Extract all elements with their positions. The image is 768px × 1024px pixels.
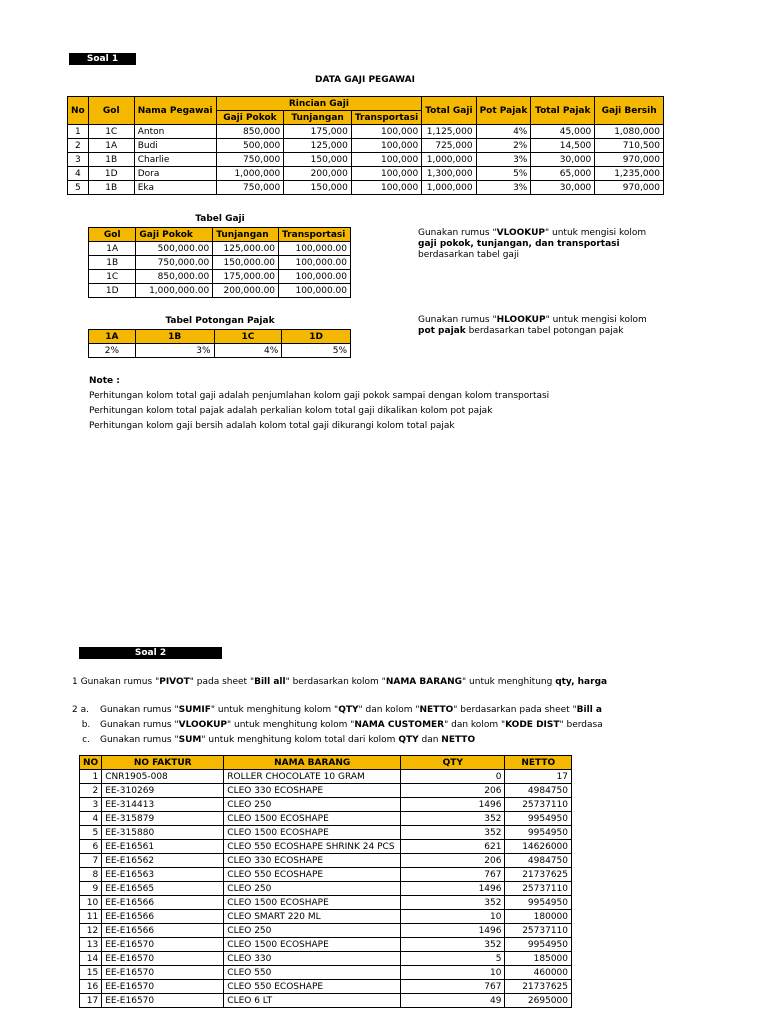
- table-cell: EE-E16566: [102, 910, 224, 924]
- table-cell: 750,000: [216, 181, 284, 195]
- table-cell: 12: [80, 924, 102, 938]
- table-row: [80, 798, 572, 812]
- table-cell: CLEO 1500 ECOSHAPE: [224, 938, 401, 952]
- table-cell: 1,000,000: [422, 153, 476, 167]
- table-cell: 25737110: [505, 882, 572, 896]
- table-cell: 100,000.00: [279, 270, 351, 284]
- table-cell: 710,500: [595, 139, 664, 153]
- table-cell: CLEO 250: [224, 882, 401, 896]
- table-cell: 6: [80, 840, 102, 854]
- table-row: [80, 924, 572, 938]
- table-cell: 352: [401, 896, 505, 910]
- table-cell: CLEO 1500 ECOSHAPE: [224, 826, 401, 840]
- table-cell: CLEO 6 LT: [224, 994, 401, 1008]
- table-cell: 49: [401, 994, 505, 1008]
- table-cell: 1496: [401, 882, 505, 896]
- table-cell: 200,000.00: [213, 284, 279, 298]
- table-cell: 1C: [89, 270, 136, 284]
- table-cell: 17: [505, 770, 572, 784]
- table-cell: 750,000: [216, 153, 284, 167]
- table-cell: 4984750: [505, 784, 572, 798]
- table-cell: 200,000: [284, 167, 352, 181]
- table-cell: 14,500: [531, 139, 595, 153]
- tabel-gaji: [88, 227, 351, 298]
- table-cell: 10: [80, 896, 102, 910]
- table-cell: 352: [401, 826, 505, 840]
- table-cell: CLEO SMART 220 ML: [224, 910, 401, 924]
- table-cell: 5: [80, 826, 102, 840]
- header-tunjangan: Tunjangan: [284, 111, 352, 125]
- header-total-pajak: Total Pajak: [531, 97, 595, 125]
- table-cell: EE-E16570: [102, 966, 224, 980]
- table-cell: 4%: [476, 125, 531, 139]
- instr-2b: b. Gunakan rumus "VLOOKUP" untuk menghitung kolom "NAMA CUSTOMER" dan kolom "KODE DIST" berdasa: [81, 720, 603, 730]
- table-cell: 352: [401, 938, 505, 952]
- table-row: [89, 242, 351, 256]
- table-cell: 750,000.00: [136, 256, 213, 270]
- instr-2a: 2 a. Gunakan rumus "SUMIF" untuk menghitung kolom "QTY" dan kolom "NETTO" berdasarkan pada sheet "Bill a: [72, 705, 602, 715]
- table-cell: 15: [80, 966, 102, 980]
- table-cell: 1A: [88, 139, 134, 153]
- table-cell: CLEO 550 ECOSHAPE SHRINK 24 PCS: [224, 840, 401, 854]
- table-row: [89, 270, 351, 284]
- table-cell: 850,000: [216, 125, 284, 139]
- table-cell: EE-E16566: [102, 924, 224, 938]
- table-row: [68, 181, 664, 195]
- table-row: [80, 952, 572, 966]
- table-cell: Dora: [134, 167, 216, 181]
- table-cell: 14: [80, 952, 102, 966]
- table-cell: 9954950: [505, 812, 572, 826]
- table-cell: CLEO 330 ECOSHAPE: [224, 784, 401, 798]
- table-cell: 100,000: [351, 139, 421, 153]
- table-cell: CLEO 250: [224, 924, 401, 938]
- table-cell: 13: [80, 938, 102, 952]
- table-row: [68, 125, 664, 139]
- table-cell: 1: [80, 770, 102, 784]
- table-cell: EE-310269: [102, 784, 224, 798]
- table-cell: 970,000: [595, 153, 664, 167]
- table-cell: 1D: [89, 284, 136, 298]
- table-cell: 185000: [505, 952, 572, 966]
- tabel-gaji-header: Gol: [89, 228, 136, 242]
- table-cell: 1B: [88, 181, 134, 195]
- table-cell: 3%: [476, 153, 531, 167]
- table-row: [68, 153, 664, 167]
- table-cell: 21737625: [505, 980, 572, 994]
- table-cell: 621: [401, 840, 505, 854]
- table-cell: 4: [80, 812, 102, 826]
- table-cell: 2: [80, 784, 102, 798]
- table-row: [80, 812, 572, 826]
- soal2-label: Soal 2: [79, 647, 222, 659]
- table-row: [80, 896, 572, 910]
- table-row: [80, 994, 572, 1008]
- table-cell: 175,000: [284, 125, 352, 139]
- tabel-pajak-header: 1C: [214, 330, 282, 344]
- table-cell: EE-315880: [102, 826, 224, 840]
- table-cell: CLEO 550: [224, 966, 401, 980]
- table-row: [80, 770, 572, 784]
- table-cell: 150,000: [284, 181, 352, 195]
- table-row: [89, 256, 351, 270]
- table-cell: Anton: [134, 125, 216, 139]
- header-rincian: Rincian Gaji: [216, 97, 422, 111]
- tabel-gaji-header: Gaji Pokok: [136, 228, 213, 242]
- table-cell: 5%: [282, 344, 351, 358]
- faktur-table: [79, 755, 572, 1008]
- table-cell: CNR1905-008: [102, 770, 224, 784]
- table-cell: 500,000: [216, 139, 284, 153]
- header-total-gaji: Total Gaji: [422, 97, 476, 125]
- note-3: Perhitungan kolom gaji bersih adalah kolom total gaji dikurangi kolom total pajak: [89, 421, 455, 431]
- tabel-pajak-header: 1B: [135, 330, 214, 344]
- instr-hlookup: Gunakan rumus "HLOOKUP" untuk mengisi kolom pot pajak berdasarkan tabel potongan pajak: [418, 315, 647, 336]
- faktur-header: NO: [80, 756, 102, 770]
- table-cell: 1D: [88, 167, 134, 181]
- table-row: [89, 284, 351, 298]
- table-cell: 2695000: [505, 994, 572, 1008]
- tabel-gaji-header: Transportasi: [279, 228, 351, 242]
- table-cell: 3: [80, 798, 102, 812]
- table-cell: 100,000.00: [279, 242, 351, 256]
- table-cell: 9954950: [505, 938, 572, 952]
- note-title: Note :: [89, 376, 120, 386]
- table-cell: 1,000,000.00: [136, 284, 213, 298]
- table-cell: Budi: [134, 139, 216, 153]
- table-cell: 100,000: [351, 181, 421, 195]
- table-cell: 16: [80, 980, 102, 994]
- table-cell: 206: [401, 784, 505, 798]
- table-cell: 1,235,000: [595, 167, 664, 181]
- table-cell: 500,000.00: [136, 242, 213, 256]
- table-cell: 100,000: [351, 167, 421, 181]
- table-cell: CLEO 330: [224, 952, 401, 966]
- table-cell: 25737110: [505, 798, 572, 812]
- table-cell: 30,000: [531, 181, 595, 195]
- table-cell: EE-E16561: [102, 840, 224, 854]
- table-row: [80, 854, 572, 868]
- table-cell: 9: [80, 882, 102, 896]
- table-cell: 21737625: [505, 868, 572, 882]
- table-cell: 1,000,000: [422, 181, 476, 195]
- tabel-potongan-pajak: [88, 329, 351, 358]
- tabel-pajak-header: 1A: [89, 330, 136, 344]
- table-cell: 5%: [476, 167, 531, 181]
- table-cell: 767: [401, 868, 505, 882]
- table-cell: 45,000: [531, 125, 595, 139]
- table-cell: 206: [401, 854, 505, 868]
- table-row: [80, 882, 572, 896]
- faktur-header: QTY: [401, 756, 505, 770]
- table-cell: EE-E16570: [102, 952, 224, 966]
- table-cell: 100,000.00: [279, 284, 351, 298]
- table-cell: 850,000.00: [136, 270, 213, 284]
- table-cell: 1B: [89, 256, 136, 270]
- table-cell: 1,300,000: [422, 167, 476, 181]
- table-cell: CLEO 250: [224, 798, 401, 812]
- table-cell: 175,000.00: [213, 270, 279, 284]
- table-cell: 25737110: [505, 924, 572, 938]
- table-cell: CLEO 550 ECOSHAPE: [224, 868, 401, 882]
- tabel-pajak-title: Tabel Potongan Pajak: [165, 316, 275, 326]
- table-cell: 125,000.00: [213, 242, 279, 256]
- note-1: Perhitungan kolom total gaji adalah penjumlahan kolom gaji pokok sampai dengan kolom transportasi: [89, 391, 550, 401]
- table-cell: EE-314413: [102, 798, 224, 812]
- faktur-header: NO FAKTUR: [102, 756, 224, 770]
- table-cell: 65,000: [531, 167, 595, 181]
- table-cell: 10: [401, 910, 505, 924]
- table-cell: 125,000: [284, 139, 352, 153]
- table-row: [68, 139, 664, 153]
- table-cell: CLEO 1500 ECOSHAPE: [224, 812, 401, 826]
- table-cell: EE-E16565: [102, 882, 224, 896]
- table-row: [80, 840, 572, 854]
- tabel-gaji-title: Tabel Gaji: [195, 214, 245, 224]
- table-row: [80, 826, 572, 840]
- table-cell: 1496: [401, 924, 505, 938]
- table-cell: EE-E16563: [102, 868, 224, 882]
- table-cell: EE-E16570: [102, 994, 224, 1008]
- table-cell: 3%: [476, 181, 531, 195]
- note-2: Perhitungan kolom total pajak adalah perkalian kolom total gaji dikalikan kolom pot pajak: [89, 406, 493, 416]
- table-cell: 17: [80, 994, 102, 1008]
- table-cell: 100,000.00: [279, 256, 351, 270]
- table-cell: EE-E16570: [102, 980, 224, 994]
- table-row: [80, 966, 572, 980]
- instr-1: 1 Gunakan rumus "PIVOT" pada sheet "Bill all" berdasarkan kolom "NAMA BARANG" untuk menghitung qty, harga: [72, 677, 608, 687]
- table-row: [80, 910, 572, 924]
- tabel-gaji-header: Tunjangan: [213, 228, 279, 242]
- table-cell: EE-315879: [102, 812, 224, 826]
- table-cell: 5: [68, 181, 89, 195]
- header-gaji-bersih: Gaji Bersih: [595, 97, 664, 125]
- table-cell: 2: [68, 139, 89, 153]
- table-cell: 1C: [88, 125, 134, 139]
- table-row: [80, 980, 572, 994]
- header-pot-pajak: Pot Pajak: [476, 97, 531, 125]
- soal1-title: DATA GAJI PEGAWAI: [315, 75, 415, 85]
- table-cell: 9954950: [505, 896, 572, 910]
- table-cell: 1496: [401, 798, 505, 812]
- faktur-header: NAMA BARANG: [224, 756, 401, 770]
- table-cell: 100,000: [351, 153, 421, 167]
- table-cell: 2%: [476, 139, 531, 153]
- table-cell: 4%: [214, 344, 282, 358]
- table-cell: 767: [401, 980, 505, 994]
- table-cell: 1B: [88, 153, 134, 167]
- table-cell: 352: [401, 812, 505, 826]
- table-cell: 14626000: [505, 840, 572, 854]
- table-cell: CLEO 1500 ECOSHAPE: [224, 896, 401, 910]
- header-gaji-pokok: Gaji Pokok: [216, 111, 284, 125]
- header-transportasi: Transportasi: [351, 111, 421, 125]
- table-row: [80, 938, 572, 952]
- table-cell: CLEO 550 ECOSHAPE: [224, 980, 401, 994]
- table-cell: 150,000: [284, 153, 352, 167]
- table-cell: 7: [80, 854, 102, 868]
- header-nama: Nama Pegawai: [134, 97, 216, 125]
- header-gol: Gol: [88, 97, 134, 125]
- table-cell: 30,000: [531, 153, 595, 167]
- soal1-label: Soal 1: [69, 53, 136, 65]
- table-cell: 4984750: [505, 854, 572, 868]
- table-cell: 8: [80, 868, 102, 882]
- instr-2c: c. Gunakan rumus "SUM" untuk menghitung kolom total dari kolom QTY dan NETTO: [82, 735, 476, 745]
- table-cell: CLEO 330 ECOSHAPE: [224, 854, 401, 868]
- table-row: [89, 344, 351, 358]
- table-cell: EE-E16562: [102, 854, 224, 868]
- table-cell: 2%: [89, 344, 136, 358]
- table-row: [80, 784, 572, 798]
- instr-vlookup: Gunakan rumus "VLOOKUP" untuk mengisi kolom gaji pokok, tunjangan, dan transportasi berdasarkan tabel gaji: [418, 228, 647, 260]
- table-cell: 4: [68, 167, 89, 181]
- table-cell: EE-E16566: [102, 896, 224, 910]
- table-cell: ROLLER CHOCOLATE 10 GRAM: [224, 770, 401, 784]
- table-row: [68, 167, 664, 181]
- table-row: [80, 868, 572, 882]
- table-cell: 100,000: [351, 125, 421, 139]
- tabel-pajak-header: 1D: [282, 330, 351, 344]
- table-cell: 1,080,000: [595, 125, 664, 139]
- table-cell: Eka: [134, 181, 216, 195]
- table-cell: 9954950: [505, 826, 572, 840]
- table-cell: 1,000,000: [216, 167, 284, 181]
- header-no: No: [68, 97, 89, 125]
- table-cell: 10: [401, 966, 505, 980]
- table-cell: 5: [401, 952, 505, 966]
- table-cell: 180000: [505, 910, 572, 924]
- table-cell: Charlie: [134, 153, 216, 167]
- table-cell: 0: [401, 770, 505, 784]
- table-cell: 150,000.00: [213, 256, 279, 270]
- table-cell: 3%: [135, 344, 214, 358]
- faktur-header: NETTO: [505, 756, 572, 770]
- table-cell: 1: [68, 125, 89, 139]
- table-cell: EE-E16570: [102, 938, 224, 952]
- data-gaji-table: [67, 96, 664, 195]
- table-cell: 1A: [89, 242, 136, 256]
- table-cell: 725,000: [422, 139, 476, 153]
- table-cell: 3: [68, 153, 89, 167]
- table-cell: 1,125,000: [422, 125, 476, 139]
- table-cell: 970,000: [595, 181, 664, 195]
- table-cell: 460000: [505, 966, 572, 980]
- table-cell: 11: [80, 910, 102, 924]
